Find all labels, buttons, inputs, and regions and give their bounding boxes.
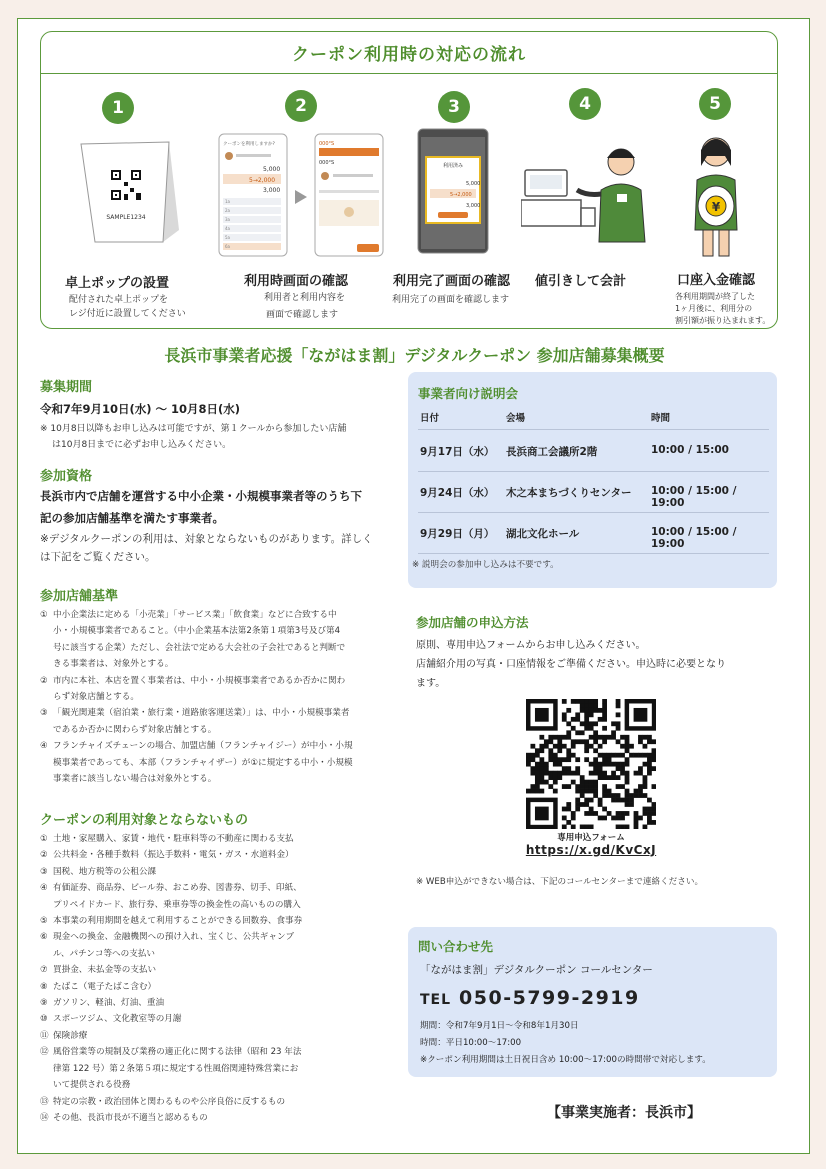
qualification-note-line2: は下記をご覧ください。 [40, 551, 156, 563]
excluded-item: ⑨ ガソリン、軽油、灯油、重油 [40, 998, 165, 1009]
phone2-price2: 000°S [319, 160, 335, 166]
step-3-desc: 利用完了の画面を確認します [392, 295, 510, 305]
criteria-item: ③ 「観光関連業（宿泊業・旅行業・道路旅客運送業）」は、中小・小規模事業者 であるか否かに関わらず対象店舗とする。 [40, 708, 350, 735]
briefing-note: ※ 説明会の参加申し込みは不要です。 [412, 560, 559, 570]
flyer-page [17, 18, 810, 1154]
step-4-title: 値引きして会計 [535, 274, 627, 289]
step-1-desc-line2: レジ付近に設置してください [69, 309, 186, 319]
criteria-item: ② 市内に本社、本店を置く事業者は、中小・小規模事業者であるか否かに関わ らず対象店舗とする。 [40, 675, 346, 703]
pop-qr-icon [111, 170, 141, 200]
apply-heading: 参加店舗の申込方法 [416, 615, 529, 630]
excluded-item: ⑫ 風俗営業等の規制及び業務の適正化に関する法律（昭和 23 年法 律第 122 号）第２条第５項に規定する性風俗関連特殊営業にお いて提供される役務 [40, 1047, 302, 1091]
col-date: 日付 [420, 413, 440, 424]
col-venue: 会場 [506, 413, 526, 424]
excluded-item: ② 公共料金・各種手数料（振込手数料・電気・ガス・水道料金） [40, 850, 294, 861]
phone2-price1: 000°S [319, 141, 335, 147]
yen-icon: ¥ [711, 200, 721, 214]
arrow-right-icon [295, 190, 307, 204]
excluded-heading: クーポンの利用対象とならないもの [40, 813, 249, 828]
qualification-line2: 記の参加店舗基準を満たす事業者。 [40, 511, 224, 525]
qualification-note-line1: ※デジタルクーポンの利用は、対象とならないものがあります。詳しく [40, 533, 373, 545]
excluded-item: ⑩ スポーツジム、文化教室等の月謝 [40, 1014, 182, 1025]
step-2-number: 2 [285, 90, 317, 122]
phone1-row2: 2a [225, 208, 230, 213]
criteria-heading: 参加店舗基準 [40, 589, 119, 604]
phone1-row4: 4a [225, 226, 230, 231]
phone1-amount2: 5→2,000 [249, 177, 276, 184]
pop-sample-code: SAMPLE1234 [106, 214, 146, 221]
qualification-line1: 長浜市内で店舗を運営する中小企業・小規模事業者等のうち下 [40, 489, 362, 503]
step-2-title: 利用時画面の確認 [244, 274, 349, 289]
step-1-desc-line1: 配付された卓上ポップを [69, 295, 169, 305]
step-5-desc-line1: 各利用期間が終了した [675, 292, 755, 301]
excluded-list [40, 831, 390, 1126]
table-row: 9月29日（月） 湖北文化ホール 10:00 / 15:00 / 19:00 [418, 513, 769, 554]
step-3-number: 3 [438, 91, 470, 123]
contact-note: ※クーポン利用期間は土日祝日含め 10:00〜17:00の時間帯で対応します。 [420, 1055, 711, 1065]
criteria-item: ④ フランチャイズチェーンの場合、加盟店舗（フランチャイジー）が中小・小規 模事業者であっても、本部（フランチャイザー）が①に規定する中小・小規模 事業者に該当しない場合は対象外とする。 [40, 741, 353, 785]
qualification-heading: 参加資格 [40, 469, 93, 484]
tel-label: TEL [420, 992, 452, 1008]
excluded-item: ⑦ 買掛金、未払金等の支払い [40, 965, 157, 976]
step-5-desc-line2: 1ヶ月後に、利用分の [675, 304, 753, 313]
excluded-item: ③ 国税、地方税等の公租公課 [40, 866, 157, 877]
implementer: 【事業実施者：長浜市】 [547, 1105, 701, 1121]
contact-hours: 時間：平日10:00〜17:00 [420, 1038, 522, 1048]
briefing-card [408, 372, 777, 588]
phone3-amount3: 3,000 [466, 203, 481, 209]
step-4-number: 4 [569, 88, 601, 120]
criteria-item: ① 中小企業法に定める「小売業」「サービス業」「飲食業」などに合致する中 小・小規模事業者であること。（中小企業基本法第2条第１項第3号及び第4 号に該当する企業）ただし、会社法で定める大会社の子会社であると判断で きる事業者は、対象外とする。 [40, 610, 346, 670]
step-5-number: 5 [699, 88, 731, 120]
phone1-row5: 5a [225, 235, 230, 240]
flow-header [41, 32, 777, 74]
excluded-item: ⑧ たばこ（電子たばこ含む） [40, 981, 157, 992]
phone1-amount3: 3,000 [263, 187, 281, 194]
excluded-item: ⑬ 特定の宗教・政治団体と関わるものや公序良俗に反するもの [40, 1096, 286, 1107]
coupon-flow-box [40, 31, 778, 329]
phone1-row3: 3a [225, 217, 230, 222]
usage-screen-illustration [217, 132, 392, 262]
step-5-desc-line3: 割引額が振り込まれます。 [675, 316, 771, 325]
table-row: 9月24日（水） 木之本まちづくりセンター 10:00 / 15:00 / 19:00 [418, 472, 769, 513]
phone1-row1: 1a [225, 199, 230, 204]
excluded-item: ⑭ その他、長浜市長が不適当と認めるもの [40, 1112, 208, 1123]
application-url-link[interactable]: https://x.gd/KvCxJ [525, 843, 657, 857]
web-apply-note: ※ WEB申込ができない場合は、下記のコールセンターまで連絡ください。 [416, 877, 704, 887]
excluded-item: ④ 有価証券、商品券、ビール券、おこめ券、図書券、切手、印紙、 プリペイドカード、旅行券、乗車券等の換金性の高いものの購入 [40, 883, 302, 910]
step-2-desc-line1: 利用者と利用内容を [264, 293, 346, 303]
period-note-line2: は10月8日までに必ずお申し込みください。 [52, 440, 232, 450]
step-1-title: 卓上ポップの設置 [65, 276, 170, 291]
table-pop-illustration [67, 132, 182, 247]
qr-label: 専用申込フォーム [557, 833, 625, 843]
deposit-illustration [681, 130, 751, 260]
application-qr-code[interactable] [526, 699, 656, 829]
phone1-amount1: 5,000 [263, 166, 281, 173]
col-time: 時間 [651, 413, 671, 424]
period-heading: 募集期間 [40, 380, 93, 395]
cashier-illustration [521, 132, 651, 247]
excluded-item: ⑤ 本事業の利用期間を越えて利用することができる回数券、食事券 [40, 916, 303, 927]
excluded-item: ⑥ 現金への換金、金融機関への預け入れ、宝くじ、公共ギャンブ ル、パチンコ等への支払い [40, 932, 295, 959]
contact-card [408, 927, 777, 1077]
criteria-list [40, 607, 390, 787]
table-row: 9月17日（水） 長浜商工会議所2階 10:00 / 15:00 [418, 431, 769, 472]
excluded-item: ⑪ 保険診療 [40, 1030, 88, 1041]
step-1-number: 1 [102, 92, 134, 124]
step-5-title: 口座入金確認 [677, 273, 756, 288]
call-center-name: 「ながはま割」デジタルクーポン コールセンター [420, 964, 653, 976]
recruitment-title: 長浜市事業者応援「ながはま割」デジタルクーポン 参加店舗募集概要 [164, 346, 665, 365]
flow-title: クーポン利用時の対応の流れ [292, 45, 526, 65]
phone-number[interactable] [420, 987, 640, 1009]
tel-number: 050-5799-2919 [459, 987, 640, 1009]
contact-heading: 問い合わせ先 [418, 939, 494, 954]
excluded-item: ① 土地・家屋購入、家賃・地代・駐車料等の不動産に関わる支払 [40, 834, 294, 844]
phone3-used-label: 利用済み [442, 163, 464, 169]
period-dates: 令和7年9月10日(水) 〜 10月8日(水) [40, 402, 241, 416]
step-2-desc-line2: 画面で確認します [266, 310, 339, 320]
step-3-title: 利用完了画面の確認 [393, 274, 511, 289]
period-note-line1: ※ 10月8日以降もお申し込みは可能ですが、第１クールから参加したい店舗 [40, 424, 347, 434]
briefing-heading: 事業者向け説明会 [418, 386, 519, 401]
contact-period: 期間：令和7年9月1日〜令和8年1月30日 [420, 1021, 579, 1031]
phone3-amount1: 5,000 [466, 181, 481, 187]
phone3-amount2: 5→2,000 [450, 192, 472, 198]
phone1-header: クーポンを利用しますか? [223, 142, 275, 147]
apply-text: 原則、専用申込フォームからお申し込みください。 店舗紹介用の写真・口座情報をご準備ください。申込時に必要となり ます。 [416, 640, 726, 689]
briefing-table-header [418, 410, 769, 430]
phone1-row6: 6a [225, 244, 230, 249]
completion-screen-illustration [416, 127, 492, 257]
